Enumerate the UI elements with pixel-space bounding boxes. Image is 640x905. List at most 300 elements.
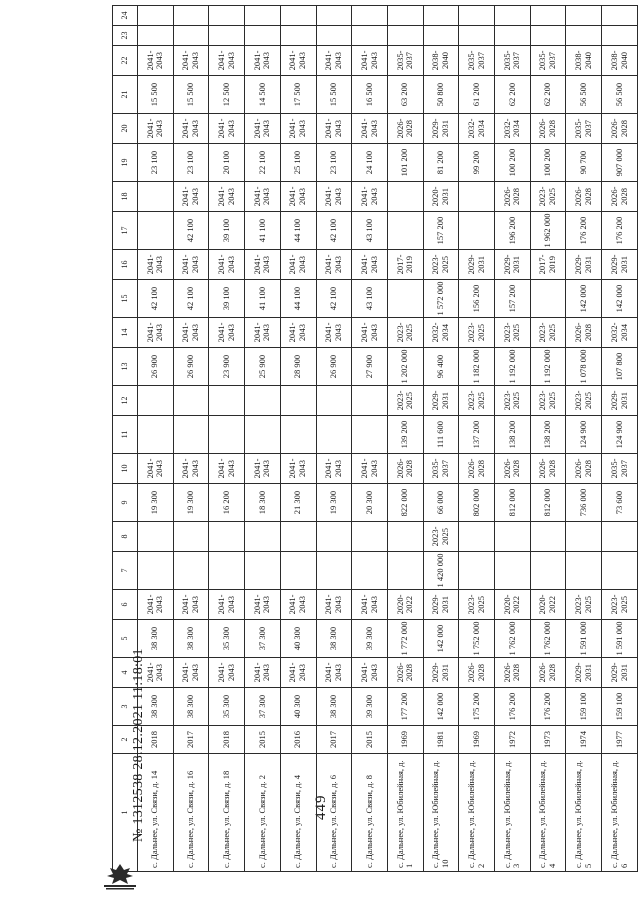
table-cell: 2035-2037 [423, 454, 459, 484]
table-cell [530, 522, 566, 552]
table-cell: 19 300 [316, 484, 352, 522]
table-cell: 2041-2043 [245, 46, 281, 76]
table-cell: 156 200 [459, 280, 495, 318]
table-cell: 2023-2025 [566, 590, 602, 620]
table-cell [387, 280, 423, 318]
column-header: 11 [113, 416, 138, 454]
address-cell: с. Дальнее, ул. Юбилейная, д. 1 [387, 754, 423, 872]
table-cell: 2041-2043 [173, 658, 209, 688]
column-header: 9 [113, 484, 138, 522]
table-cell: 1 192 000 [530, 348, 566, 386]
table-cell [495, 522, 531, 552]
table-cell: 44 100 [280, 212, 316, 250]
table-cell: 2017 [316, 726, 352, 754]
page-number: 449 [313, 794, 329, 820]
table-cell: 2015 [352, 726, 388, 754]
table-cell: 2029-2031 [566, 250, 602, 280]
table-cell: 1981 [423, 726, 459, 754]
table-cell: 2023-2025 [423, 522, 459, 552]
table-cell: 2026-2028 [566, 454, 602, 484]
table-cell: 124 900 [602, 416, 638, 454]
table-cell [280, 522, 316, 552]
table-cell [138, 6, 174, 26]
table-cell: 157 200 [495, 280, 531, 318]
table-cell [387, 212, 423, 250]
table-cell: 1974 [566, 726, 602, 754]
table-cell [602, 552, 638, 590]
table-cell: 2041-2043 [280, 318, 316, 348]
table-cell: 2026-2028 [566, 318, 602, 348]
table-cell: 2041-2043 [209, 46, 245, 76]
table-cell: 2029-2031 [459, 250, 495, 280]
table-cell: 2041-2043 [316, 114, 352, 144]
table-row [245, 6, 281, 872]
table-cell: 907 000 [602, 144, 638, 182]
table-cell: 2026-2028 [530, 454, 566, 484]
table-cell [352, 416, 388, 454]
address-cell: с. Дальнее, ул. Юбилейная, д. 2 [459, 754, 495, 872]
table-cell [352, 552, 388, 590]
table-cell: 2026-2028 [387, 454, 423, 484]
table-cell: 15 500 [316, 76, 352, 114]
table-cell: 2041-2043 [138, 46, 174, 76]
address-cell: с. Дальнее, ул. Связи, д. 4 [280, 754, 316, 872]
table-cell [387, 182, 423, 212]
table-cell: 2035-2037 [495, 46, 531, 76]
table-cell: 62 200 [495, 76, 531, 114]
table-cell: 175 200 [459, 688, 495, 726]
table-cell: 1972 [495, 726, 531, 754]
table-cell: 2041-2043 [316, 46, 352, 76]
table-cell: 2029-2031 [602, 250, 638, 280]
table-cell: 26 900 [316, 348, 352, 386]
table-cell: 22 100 [245, 144, 281, 182]
table-cell: 2035-2037 [459, 46, 495, 76]
table-cell: 107 800 [602, 348, 638, 386]
table-cell: 35 300 [209, 620, 245, 658]
table-cell: 176 200 [530, 688, 566, 726]
table-cell [459, 212, 495, 250]
table-cell: 2023-2025 [459, 318, 495, 348]
table-cell: 176 200 [566, 212, 602, 250]
table-cell [245, 6, 281, 26]
table-cell: 2029-2031 [566, 658, 602, 688]
table-cell: 157 200 [423, 212, 459, 250]
table-cell: 44 100 [280, 280, 316, 318]
table-cell: 61 200 [459, 76, 495, 114]
table-cell: 2041-2043 [280, 658, 316, 688]
table-cell [459, 522, 495, 552]
table-row [352, 6, 388, 872]
table-cell [138, 212, 174, 250]
table-cell: 27 900 [352, 348, 388, 386]
table-cell: 96 400 [423, 348, 459, 386]
column-header: 4 [113, 658, 138, 688]
table-cell [495, 26, 531, 46]
table-cell [316, 522, 352, 552]
table-cell: 1 762 000 [495, 620, 531, 658]
table-cell: 23 100 [138, 144, 174, 182]
table-cell: 812 000 [530, 484, 566, 522]
table-cell [423, 6, 459, 26]
table-cell: 2023-2025 [602, 590, 638, 620]
table-cell: 37 300 [245, 620, 281, 658]
column-header: 24 [113, 6, 138, 26]
table-cell [566, 26, 602, 46]
table-cell: 1 962 000 [530, 212, 566, 250]
table-row [423, 6, 459, 872]
column-header: 18 [113, 182, 138, 212]
table-cell: 139 200 [387, 416, 423, 454]
table-cell: 2041-2043 [352, 590, 388, 620]
table-cell: 2020-2022 [495, 590, 531, 620]
column-header: 3 [113, 688, 138, 726]
table-cell: 2041-2043 [138, 658, 174, 688]
table-cell: 1 182 000 [459, 348, 495, 386]
table-cell [530, 26, 566, 46]
table-cell: 42 100 [173, 280, 209, 318]
table-cell: 42 100 [316, 212, 352, 250]
column-header: 10 [113, 454, 138, 484]
table-cell: 2041-2043 [245, 250, 281, 280]
table-cell: 26 900 [138, 348, 174, 386]
table-cell: 2032-2034 [602, 318, 638, 348]
table-cell [138, 26, 174, 46]
table-cell: 39 300 [352, 688, 388, 726]
table-cell [459, 6, 495, 26]
table-cell: 38 300 [316, 688, 352, 726]
emblem-icon [100, 862, 140, 890]
table-cell: 736 000 [566, 484, 602, 522]
table-cell: 2041-2043 [173, 46, 209, 76]
table-cell: 2023-2025 [387, 318, 423, 348]
table-cell: 38 300 [138, 620, 174, 658]
table-cell: 2026-2028 [495, 182, 531, 212]
table-cell [566, 552, 602, 590]
table-cell: 138 200 [495, 416, 531, 454]
table-cell: 2041-2043 [138, 590, 174, 620]
table-cell: 2026-2028 [602, 182, 638, 212]
table-cell: 2041-2043 [352, 454, 388, 484]
table-cell: 159 100 [602, 688, 638, 726]
table-cell: 2015 [245, 726, 281, 754]
table-cell [245, 26, 281, 46]
address-cell: с. Дальнее, ул. Связи, д. 14 [138, 754, 174, 872]
table-cell [316, 26, 352, 46]
table-cell: 1977 [602, 726, 638, 754]
table-cell: 40 300 [280, 688, 316, 726]
address-cell: с. Дальнее, ул. Юбилейная, д. 3 [495, 754, 531, 872]
table-cell: 2035-2037 [387, 46, 423, 76]
table-cell [316, 6, 352, 26]
table-cell: 2041-2043 [209, 114, 245, 144]
table-cell [530, 280, 566, 318]
table-cell: 81 200 [423, 144, 459, 182]
table-cell [352, 386, 388, 416]
table-cell: 2041-2043 [209, 658, 245, 688]
column-header: 19 [113, 144, 138, 182]
table-cell: 16 500 [352, 76, 388, 114]
table-cell: 2023-2025 [530, 318, 566, 348]
table-cell: 2041-2043 [245, 114, 281, 144]
table-cell [280, 552, 316, 590]
table-cell: 2029-2031 [602, 386, 638, 416]
column-header: 2 [113, 726, 138, 754]
table-row [280, 6, 316, 872]
column-header: 23 [113, 26, 138, 46]
table-cell: 2041-2043 [316, 590, 352, 620]
table-cell: 15 500 [173, 76, 209, 114]
table-row [387, 6, 423, 872]
table-cell: 2035-2037 [566, 114, 602, 144]
table-cell: 2041-2043 [138, 454, 174, 484]
address-cell: с. Дальнее, ул. Юбилейная, д. 4 [530, 754, 566, 872]
table-cell: 2023-2025 [566, 386, 602, 416]
table-cell: 25 100 [280, 144, 316, 182]
column-header: 7 [113, 552, 138, 590]
table-cell: 2032-2034 [459, 114, 495, 144]
table-cell: 14 500 [245, 76, 281, 114]
table-cell: 20 300 [352, 484, 388, 522]
table-cell: 43 100 [352, 280, 388, 318]
table-cell: 2026-2028 [566, 182, 602, 212]
table-cell: 2041-2043 [209, 250, 245, 280]
table-cell: 2041-2043 [245, 658, 281, 688]
table-cell: 41 100 [245, 280, 281, 318]
table-cell [387, 6, 423, 26]
table-cell: 2041-2043 [245, 590, 281, 620]
table-cell [173, 416, 209, 454]
table-cell [209, 416, 245, 454]
table-cell [352, 26, 388, 46]
table-cell: 23 900 [209, 348, 245, 386]
table-row [209, 6, 245, 872]
table-cell: 38 300 [138, 688, 174, 726]
table-cell: 1 591 000 [602, 620, 638, 658]
table-cell: 2041-2043 [209, 454, 245, 484]
table-cell: 1 420 000 [423, 552, 459, 590]
table-cell: 23 100 [173, 144, 209, 182]
table-cell: 39 100 [209, 280, 245, 318]
table-cell: 2041-2043 [280, 250, 316, 280]
table-cell: 2041-2043 [352, 46, 388, 76]
column-header: 13 [113, 348, 138, 386]
table-cell [316, 386, 352, 416]
table-cell: 2041-2043 [173, 590, 209, 620]
table-cell: 176 200 [495, 688, 531, 726]
table-cell: 2041-2043 [352, 318, 388, 348]
table-cell: 1 078 000 [566, 348, 602, 386]
column-header: 12 [113, 386, 138, 416]
table-cell [423, 26, 459, 46]
address-cell: с. Дальнее, ул. Юбилейная, д. 5 [566, 754, 602, 872]
table-cell: 2017 [173, 726, 209, 754]
table-cell [352, 522, 388, 552]
table-cell [602, 26, 638, 46]
table-cell [495, 6, 531, 26]
table-cell: 100 200 [530, 144, 566, 182]
table-cell: 2016 [280, 726, 316, 754]
table-cell: 2018 [138, 726, 174, 754]
table-cell: 19 300 [173, 484, 209, 522]
table-cell: 2035-2037 [530, 46, 566, 76]
table-cell: 35 300 [209, 688, 245, 726]
table-cell: 25 900 [245, 348, 281, 386]
table-cell: 2029-2031 [423, 114, 459, 144]
table-cell: 2041-2043 [280, 182, 316, 212]
table-cell: 100 200 [495, 144, 531, 182]
table-cell: 1969 [387, 726, 423, 754]
table-cell: 2041-2043 [173, 114, 209, 144]
table-cell: 1 192 000 [495, 348, 531, 386]
table-cell: 1 202 000 [387, 348, 423, 386]
table-cell: 42 100 [138, 280, 174, 318]
table-cell: 39 100 [209, 212, 245, 250]
table-cell: 2017-2019 [387, 250, 423, 280]
table-row [495, 6, 531, 872]
table-cell: 2035-2037 [602, 454, 638, 484]
table-cell [387, 552, 423, 590]
table-cell [209, 26, 245, 46]
table-cell: 56 500 [602, 76, 638, 114]
table-cell [209, 6, 245, 26]
table-cell: 2023-2025 [423, 250, 459, 280]
table-cell: 21 300 [280, 484, 316, 522]
column-header: 1 [113, 754, 138, 872]
table-cell: 42 100 [173, 212, 209, 250]
table-cell: 12 500 [209, 76, 245, 114]
address-cell: с. Дальнее, ул. Юбилейная, д. 6 [602, 754, 638, 872]
table-cell: 19 300 [138, 484, 174, 522]
table-cell: 40 300 [280, 620, 316, 658]
table-cell [209, 552, 245, 590]
table-cell: 138 200 [530, 416, 566, 454]
table-cell: 2020-2031 [423, 182, 459, 212]
column-header: 5 [113, 620, 138, 658]
table-cell [495, 552, 531, 590]
table-cell: 2041-2043 [280, 46, 316, 76]
table-cell [173, 522, 209, 552]
table-cell: 43 100 [352, 212, 388, 250]
column-header: 22 [113, 46, 138, 76]
table-cell: 62 200 [530, 76, 566, 114]
table-cell [566, 522, 602, 552]
table-cell: 142 000 [423, 688, 459, 726]
table-cell: 2041-2043 [280, 590, 316, 620]
table-cell: 38 300 [173, 620, 209, 658]
table-cell: 2041-2043 [316, 250, 352, 280]
table-cell: 39 300 [352, 620, 388, 658]
table-cell: 2032-2034 [495, 114, 531, 144]
table-cell: 1 752 000 [459, 620, 495, 658]
table-cell: 1 772 000 [387, 620, 423, 658]
table-cell: 66 000 [423, 484, 459, 522]
table-cell: 2041-2043 [138, 114, 174, 144]
column-header: 14 [113, 318, 138, 348]
table-cell [138, 386, 174, 416]
table-cell: 2041-2043 [352, 182, 388, 212]
table-cell: 2041-2043 [316, 318, 352, 348]
column-header: 17 [113, 212, 138, 250]
table-cell: 2041-2043 [245, 454, 281, 484]
table-row [459, 6, 495, 872]
table-cell [459, 182, 495, 212]
table-cell: 2029-2031 [423, 386, 459, 416]
table-cell [138, 552, 174, 590]
table-cell [245, 386, 281, 416]
table-cell: 2026-2028 [495, 454, 531, 484]
address-cell: с. Дальнее, ул. Связи, д. 8 [352, 754, 388, 872]
table-cell: 2041-2043 [138, 318, 174, 348]
table-cell: 2023-2025 [495, 386, 531, 416]
table-row [530, 6, 566, 872]
table-cell: 37 300 [245, 688, 281, 726]
document-id: № 1312538 28.12.2021 11:18:01 [131, 648, 146, 842]
column-header: 21 [113, 76, 138, 114]
table-cell: 177 200 [387, 688, 423, 726]
table-cell [280, 6, 316, 26]
table-cell [173, 386, 209, 416]
table-cell: 38 300 [316, 620, 352, 658]
table-cell: 142 000 [602, 280, 638, 318]
table-cell [173, 552, 209, 590]
table-cell [316, 416, 352, 454]
table-cell: 2023-2025 [387, 386, 423, 416]
repair-schedule-table [112, 5, 638, 872]
table-cell: 2041-2043 [352, 114, 388, 144]
table-cell [280, 386, 316, 416]
table-cell: 196 200 [495, 212, 531, 250]
table-cell [173, 26, 209, 46]
table-cell: 2026-2028 [530, 114, 566, 144]
table-cell: 101 200 [387, 144, 423, 182]
table-cell: 17 500 [280, 76, 316, 114]
table-cell: 159 100 [566, 688, 602, 726]
table-cell: 1 591 000 [566, 620, 602, 658]
table-cell: 137 200 [459, 416, 495, 454]
table-cell: 2041-2043 [173, 250, 209, 280]
table-cell [173, 6, 209, 26]
table-cell: 2023-2025 [459, 386, 495, 416]
table-cell [209, 522, 245, 552]
rotated-table-container [112, 11, 638, 872]
table-cell: 2023-2025 [495, 318, 531, 348]
column-header: 6 [113, 590, 138, 620]
table-cell: 26 900 [173, 348, 209, 386]
table-cell: 2041-2043 [173, 318, 209, 348]
table-cell: 2029-2031 [602, 658, 638, 688]
table-cell: 142 000 [566, 280, 602, 318]
table-cell: 2020-2022 [387, 590, 423, 620]
table-cell: 2026-2028 [459, 454, 495, 484]
column-header: 15 [113, 280, 138, 318]
table-cell [245, 552, 281, 590]
table-cell: 2041-2043 [138, 250, 174, 280]
table-cell: 2041-2043 [173, 454, 209, 484]
table-cell: 2029-2031 [495, 250, 531, 280]
table-cell: 2038-2040 [423, 46, 459, 76]
table-row [566, 6, 602, 872]
table-cell: 2041-2043 [280, 114, 316, 144]
table-cell: 1 572 000 [423, 280, 459, 318]
address-cell: с. Дальнее, ул. Связи, д. 6 [316, 754, 352, 872]
table-cell [459, 552, 495, 590]
table-cell: 2041-2043 [316, 454, 352, 484]
table-cell: 28 900 [280, 348, 316, 386]
table-cell [352, 6, 388, 26]
table-cell: 2041-2043 [245, 182, 281, 212]
table-cell: 2026-2028 [530, 658, 566, 688]
